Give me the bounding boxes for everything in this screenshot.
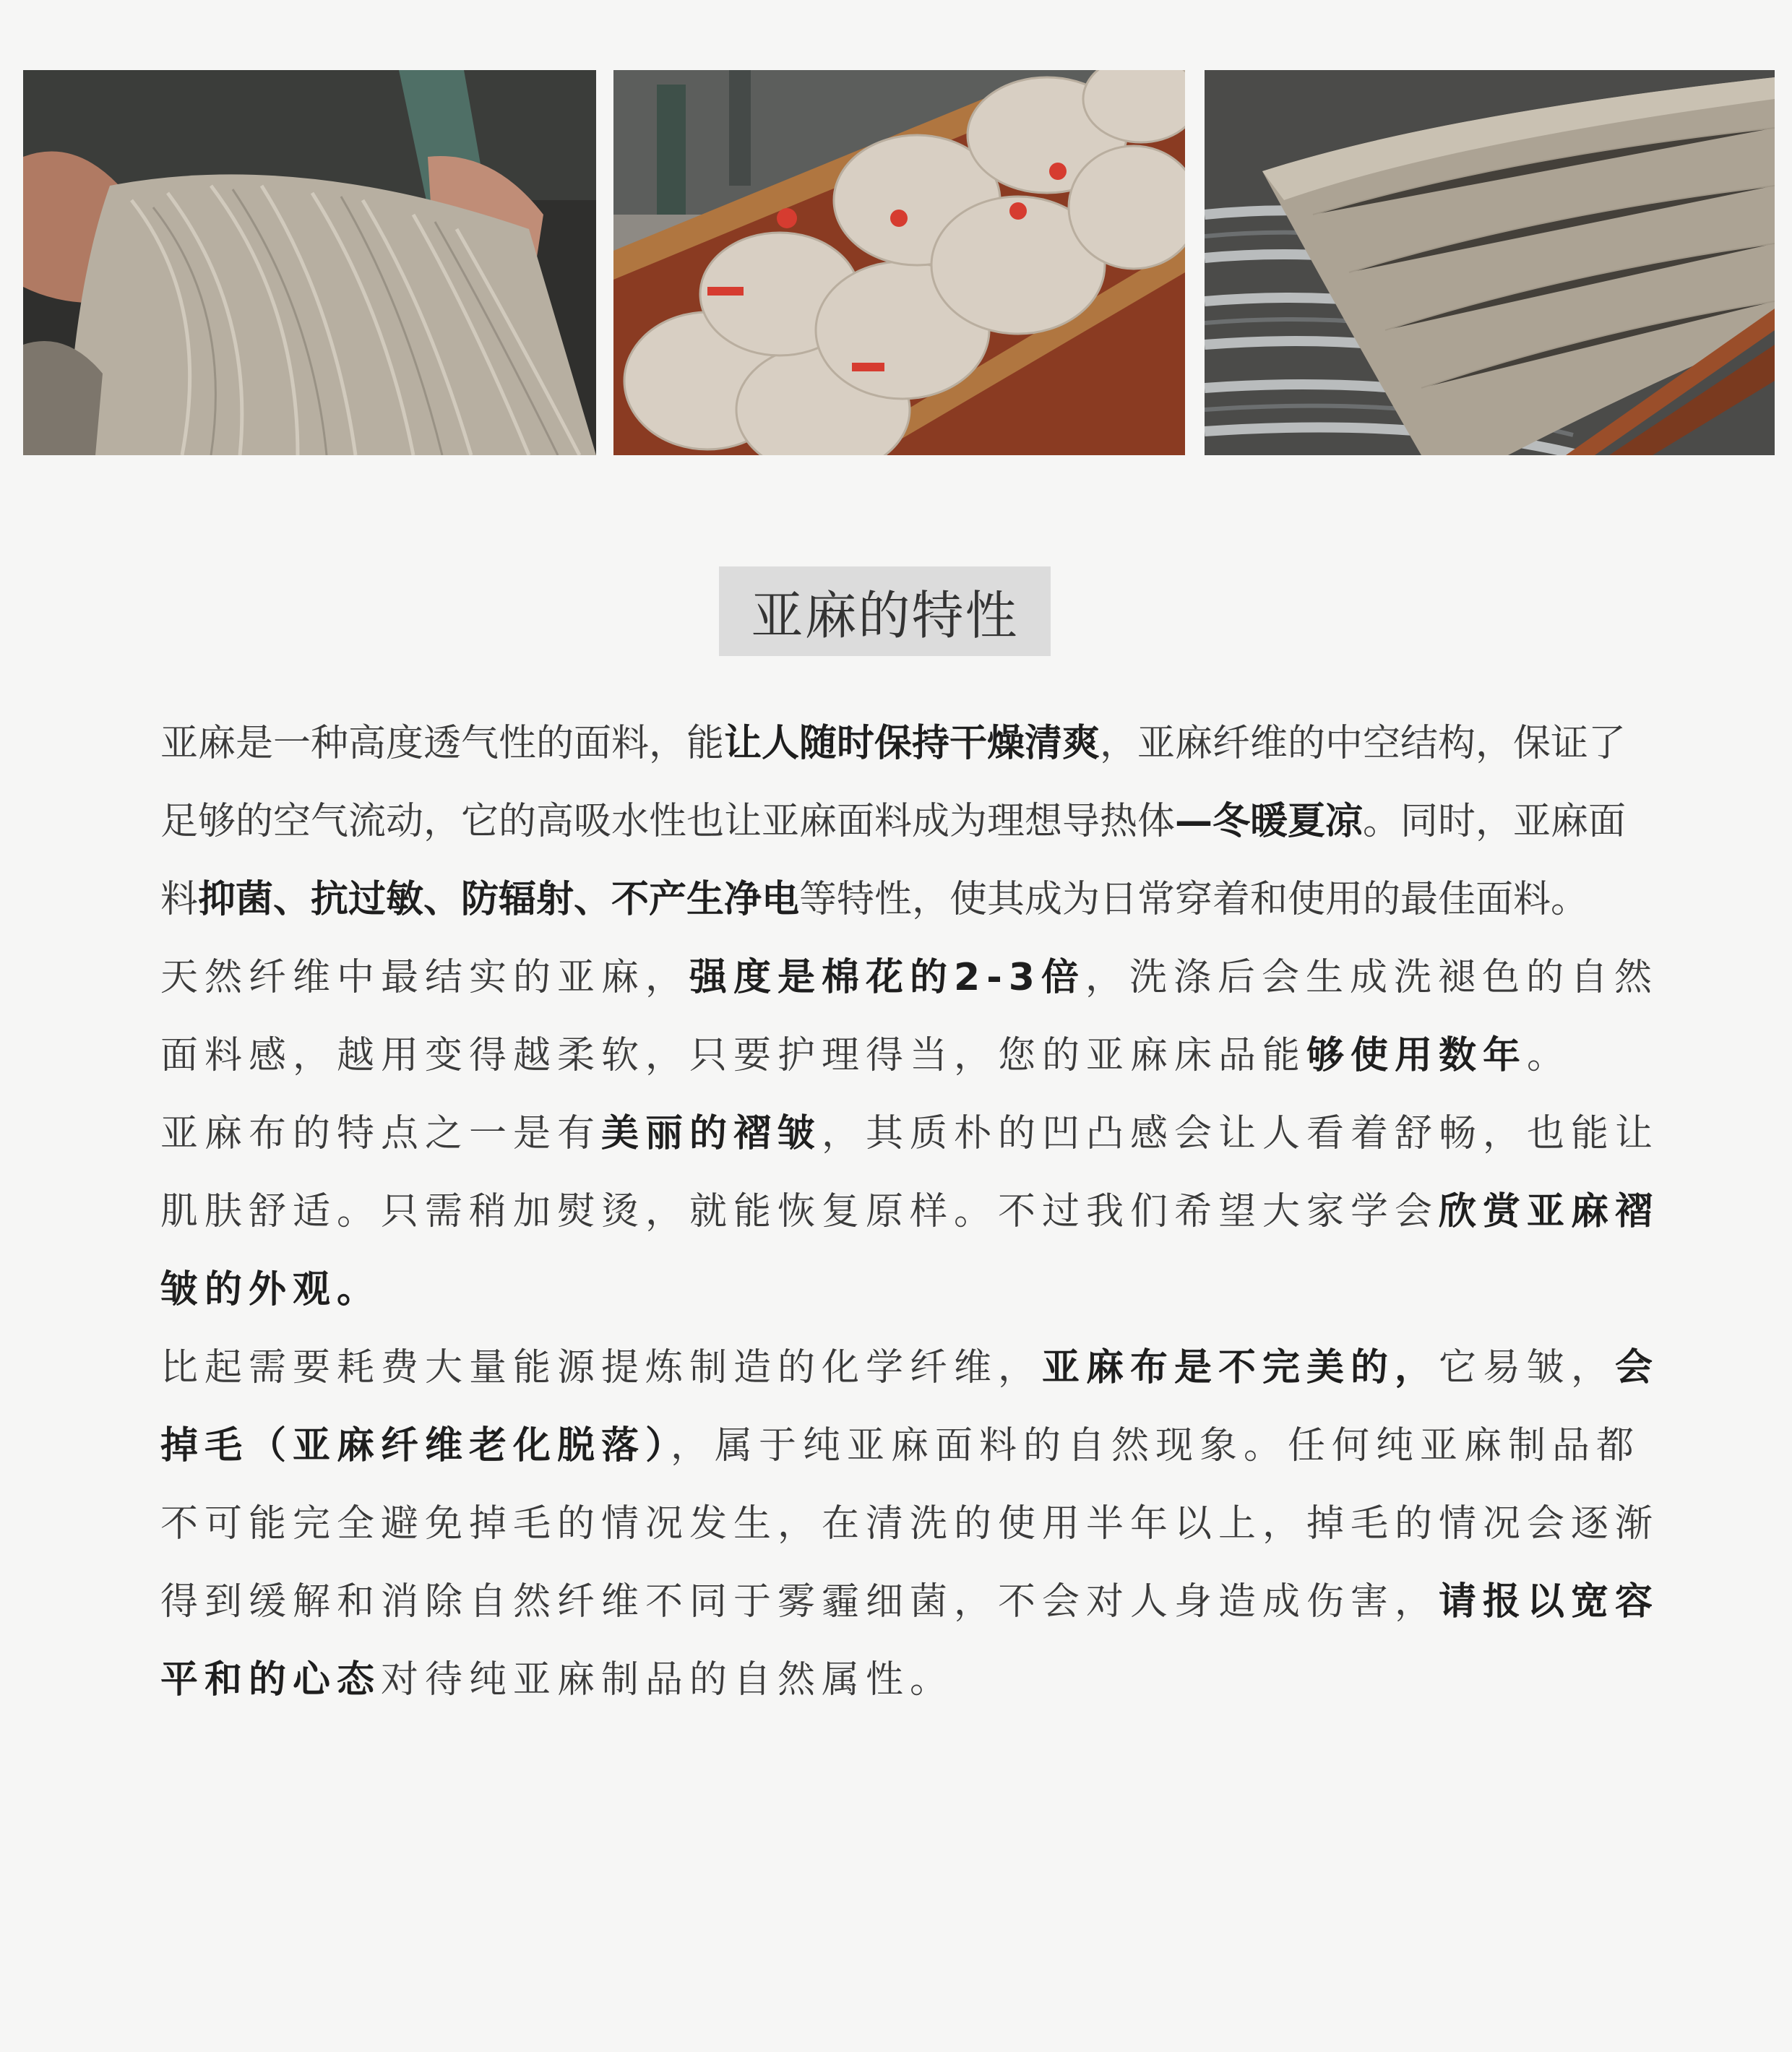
linen-roll-photo (1205, 70, 1775, 455)
yarn-spools-photo (613, 70, 1185, 455)
paragraph-strength (160, 939, 1663, 1095)
paragraph-text: 。 (1527, 1034, 1572, 1077)
paragraph-highlight: 请报以宽容平和的心态 (160, 1580, 1660, 1702)
paragraph-text: ，其质朴的凹凸感会让人看着舒畅，也能让肌肤舒适。只需稍加熨烫，就能恢复原样。不过我们希望大家学会 (160, 1112, 1660, 1233)
paragraph-highlight: 强度是棉花的2-3倍 (689, 956, 1085, 999)
paragraph-text: 比起需要耗费大量能源提炼制造的化学纤维， (160, 1346, 1043, 1389)
section-title: 亚麻的特性 (751, 585, 1019, 646)
paragraph-text: 亚麻布的特点之一是有 (160, 1112, 602, 1155)
paragraph-text: 天然纤维中最结实的亚麻， (160, 956, 690, 999)
article-body (160, 704, 1663, 1719)
section-title-box (719, 566, 1051, 656)
paragraph-text: 亚麻是一种高度透气性的面料，能 (160, 722, 725, 765)
paragraph-highlight: 美丽的褶皱 (601, 1112, 822, 1155)
paragraph-text: 它易皱， (1439, 1346, 1616, 1389)
paragraph-highlight: 会掉毛（亚麻纤维老化脱落） (160, 1346, 1660, 1467)
paragraph-text: 等特性，使其成为日常穿着和使用的最佳面料。 (799, 878, 1589, 921)
flax-fiber-photo (23, 70, 596, 455)
paragraph-highlight: 够使用数年 (1306, 1034, 1528, 1077)
paragraph-text: 对待纯亚麻制品的自然属性。 (381, 1658, 955, 1702)
paragraph-highlight: 亚麻布是不完美的， (1042, 1346, 1439, 1389)
paragraph-breathability (160, 704, 1663, 939)
paragraph-wrinkles (160, 1095, 1663, 1329)
paragraph-text: ，洗涤后会生成洗褪色的自然面料感，越用变得越柔软，只要护理得当，您的亚麻床品能 (160, 956, 1658, 1077)
paragraph-text: ，亚麻纤维的中空结构，保证了足够的空气流动，它的高吸水性也让亚麻面料成为理想导热体 (160, 722, 1627, 843)
paragraph-text: 。同时，亚麻面料 (160, 800, 1627, 921)
paragraph-highlight: —冬暖夏凉 (1175, 800, 1364, 843)
paragraph-imperfection (160, 1329, 1663, 1719)
paragraph-highlight: 欣赏亚麻褶皱的外观。 (160, 1190, 1660, 1311)
paragraph-text: ，属于纯亚麻面料的自然现象。任何纯亚麻制品都不可能完全避免掉毛的情况发生，在清洗的使用半年以上，掉毛的情况会逐渐得到缓解和消除自然纤维不同于雾霾细菌，不会对人身造成伤害， (160, 1424, 1660, 1624)
paragraph-highlight: 让人随时保持干燥清爽 (724, 722, 1100, 765)
paragraph-highlight: 抑菌、抗过敏、防辐射、不产生净电 (198, 878, 800, 921)
